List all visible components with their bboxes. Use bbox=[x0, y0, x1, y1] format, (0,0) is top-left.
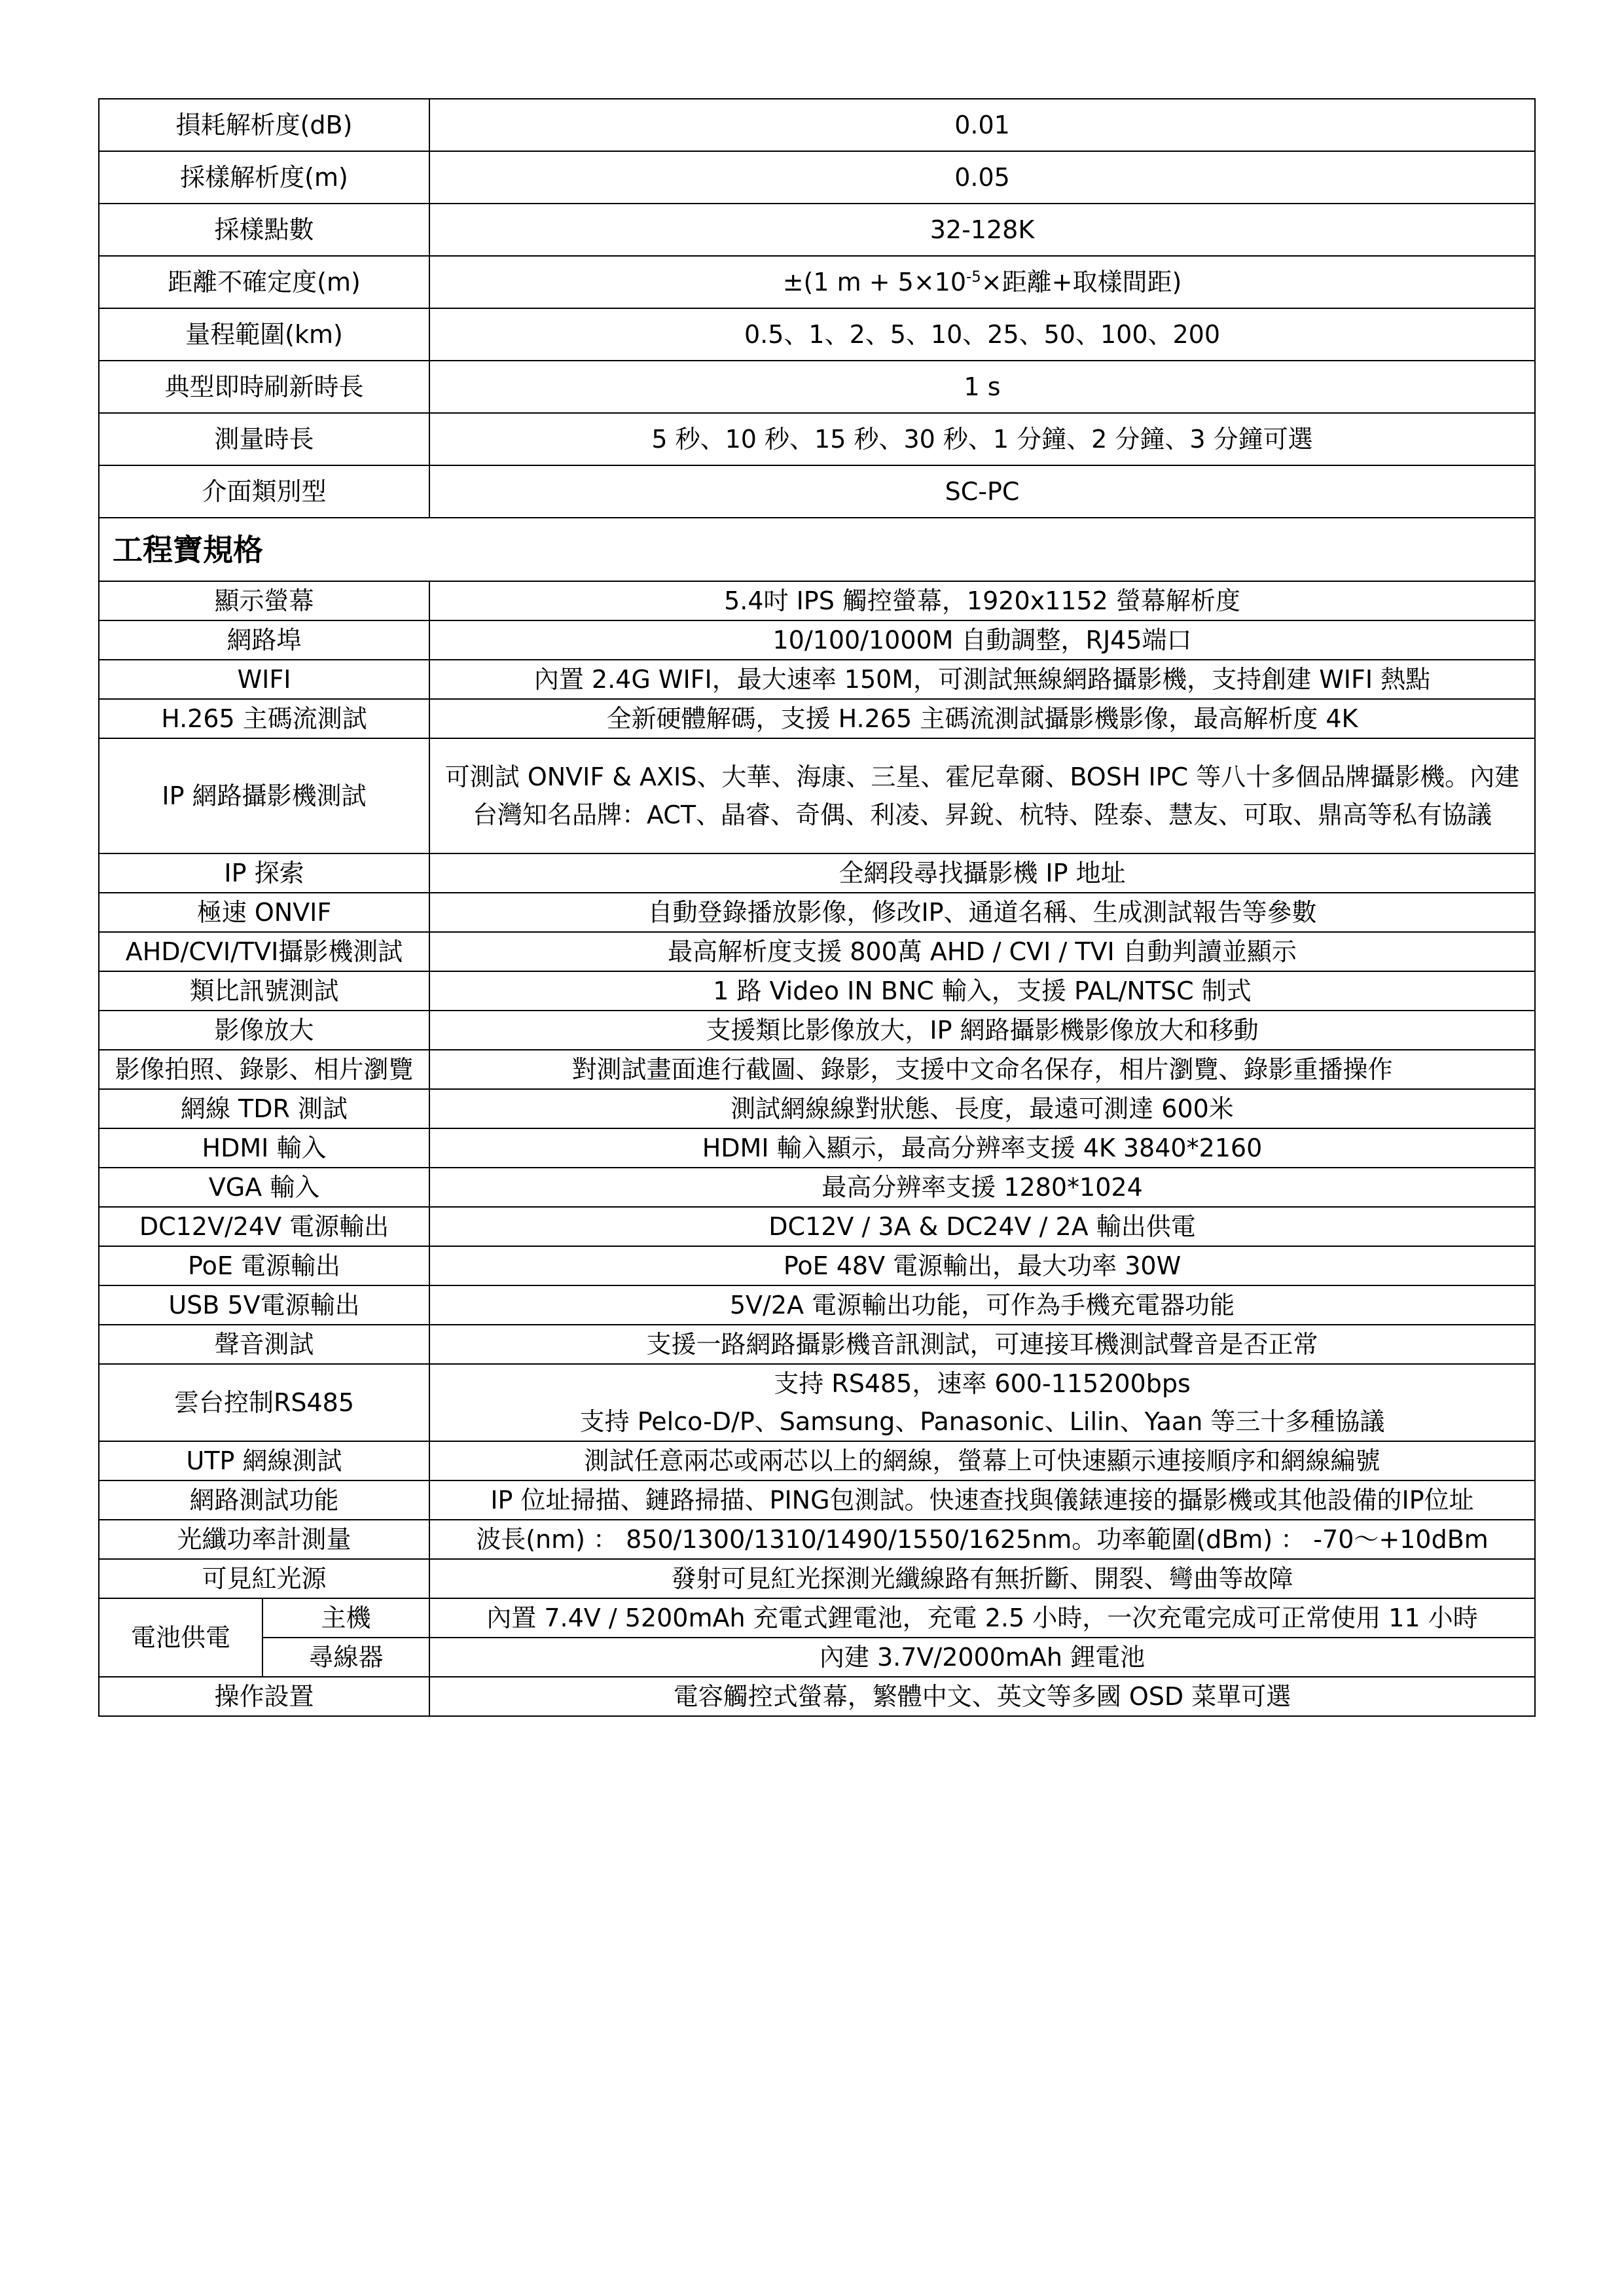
spec-label: 雲台控制RS485 bbox=[99, 1364, 429, 1441]
battery-finder-label: 尋線器 bbox=[262, 1638, 429, 1677]
spec-label: 影像放大 bbox=[99, 1011, 429, 1050]
table-row bbox=[99, 308, 1535, 361]
spec-value: PoE 48V 電源輸出，最大功率 30W bbox=[429, 1246, 1535, 1285]
table-row bbox=[99, 1598, 1535, 1638]
spec-label: H.265 主碼流測試 bbox=[99, 699, 429, 738]
spec-table bbox=[98, 98, 1536, 1717]
spec-value: 自動登錄播放影像，修改IP、通道名稱、生成測試報告等參數 bbox=[429, 893, 1535, 932]
spec-label: 顯示螢幕 bbox=[99, 581, 429, 620]
spec-value bbox=[429, 1364, 1535, 1441]
spec-label: IP 探索 bbox=[99, 853, 429, 893]
spec-value: 內置 2.4G WIFI，最大速率 150M，可測試無線網路攝影機，支持創建 WIFI 熱點 bbox=[429, 660, 1535, 699]
table-row bbox=[99, 1677, 1535, 1716]
spec-value: 5.4吋 IPS 觸控螢幕，1920x1152 螢幕解析度 bbox=[429, 581, 1535, 620]
table-row bbox=[99, 738, 1535, 853]
spec-value: 全新硬體解碼，支援 H.265 主碼流測試攝影機影像，最高解析度 4K bbox=[429, 699, 1535, 738]
spec-value bbox=[429, 256, 1535, 308]
spec-value: 電容觸控式螢幕，繁體中文、英文等多國 OSD 菜單可選 bbox=[429, 1677, 1535, 1716]
spec-label: DC12V/24V 電源輸出 bbox=[99, 1207, 429, 1246]
spec-value: HDMI 輸入顯示，最高分辨率支援 4K 3840*2160 bbox=[429, 1128, 1535, 1168]
spec-label: IP 網路攝影機測試 bbox=[99, 738, 429, 853]
spec-value: 測試網線線對狀態、長度，最遠可測達 600米 bbox=[429, 1089, 1535, 1128]
spec-value: 支援類比影像放大，IP 網路攝影機影像放大和移動 bbox=[429, 1011, 1535, 1050]
spec-value: 支援一路網路攝影機音訊測試，可連接耳機測試聲音是否正常 bbox=[429, 1325, 1535, 1364]
spec-label: 類比訊號測試 bbox=[99, 971, 429, 1011]
spec-value: IP 位址掃描、鏈路掃描、PING包測試。快速查找與儀錶連接的攝影機或其他設備的IP位址 bbox=[429, 1480, 1535, 1520]
table-row bbox=[99, 256, 1535, 308]
table-row bbox=[99, 699, 1535, 738]
table-row bbox=[99, 1559, 1535, 1598]
table-row bbox=[99, 1480, 1535, 1520]
spec-value: SC-PC bbox=[429, 465, 1535, 518]
table-row bbox=[99, 1285, 1535, 1325]
table-row bbox=[99, 1441, 1535, 1480]
table-row bbox=[99, 1246, 1535, 1285]
spec-label: 聲音測試 bbox=[99, 1325, 429, 1364]
spec-label: 距離不確定度(m) bbox=[99, 256, 429, 308]
spec-value: 可測試 ONVIF & AXIS、大華、海康、三星、霍尼韋爾、BOSH IPC 等八十多個品牌攝影機。內建台灣知名品牌：ACT、晶睿、奇偶、利凌、昇銳、杭特、陞泰、慧友、可取、鼎高等私有協議 bbox=[429, 738, 1535, 853]
battery-main-value: 內置 7.4V / 5200mAh 充電式鋰電池，充電 2.5 小時，一次充電完成可正常使用 11 小時 bbox=[429, 1598, 1535, 1638]
table-row bbox=[99, 620, 1535, 660]
spec-label: VGA 輸入 bbox=[99, 1168, 429, 1207]
spec-value: 5 秒、10 秒、15 秒、30 秒、1 分鐘、2 分鐘、3 分鐘可選 bbox=[429, 413, 1535, 465]
table-row bbox=[99, 853, 1535, 893]
spec-value: 對測試畫面進行截圖、錄影，支援中文命名保存，相片瀏覽、錄影重播操作 bbox=[429, 1050, 1535, 1089]
value-text: ×距離+取樣間距) bbox=[981, 268, 1182, 296]
spec-label: 採樣解析度(m) bbox=[99, 151, 429, 204]
spec-value: DC12V / 3A & DC24V / 2A 輸出供電 bbox=[429, 1207, 1535, 1246]
spec-label: USB 5V電源輸出 bbox=[99, 1285, 429, 1325]
table-row bbox=[99, 1011, 1535, 1050]
value-line: 支持 Pelco-D/P、Samsung、Panasonic、Lilin、Yaan 等三十多種協議 bbox=[579, 1407, 1385, 1436]
table-row bbox=[99, 413, 1535, 465]
spec-value: 0.05 bbox=[429, 151, 1535, 204]
spec-label: 光纖功率計測量 bbox=[99, 1520, 429, 1559]
spec-label: 測量時長 bbox=[99, 413, 429, 465]
exponent: -5 bbox=[966, 268, 981, 286]
spec-label: 網路測試功能 bbox=[99, 1480, 429, 1520]
spec-label: 操作設置 bbox=[99, 1677, 429, 1716]
spec-label: WIFI bbox=[99, 660, 429, 699]
spec-label: 網路埠 bbox=[99, 620, 429, 660]
spec-label: 網線 TDR 測試 bbox=[99, 1089, 429, 1128]
spec-value: 1 s bbox=[429, 361, 1535, 413]
spec-value: 最高解析度支援 800萬 AHD / CVI / TVI 自動判讀並顯示 bbox=[429, 932, 1535, 971]
table-row bbox=[99, 893, 1535, 932]
battery-label: 電池供電 bbox=[99, 1598, 262, 1677]
table-row bbox=[99, 99, 1535, 151]
table-row bbox=[99, 361, 1535, 413]
table-row bbox=[99, 465, 1535, 518]
spec-label: 影像拍照、錄影、相片瀏覽 bbox=[99, 1050, 429, 1089]
table-row bbox=[99, 1364, 1535, 1441]
table-row bbox=[99, 1207, 1535, 1246]
table-row bbox=[99, 932, 1535, 971]
table-row bbox=[99, 1325, 1535, 1364]
spec-value: 0.01 bbox=[429, 99, 1535, 151]
spec-label: HDMI 輸入 bbox=[99, 1128, 429, 1168]
spec-label: PoE 電源輸出 bbox=[99, 1246, 429, 1285]
spec-value: 32-128K bbox=[429, 204, 1535, 256]
spec-label: UTP 網線測試 bbox=[99, 1441, 429, 1480]
section-header-row bbox=[99, 518, 1535, 581]
spec-value: 1 路 Video IN BNC 輸入，支援 PAL/NTSC 制式 bbox=[429, 971, 1535, 1011]
spec-label: AHD/CVI/TVI攝影機測試 bbox=[99, 932, 429, 971]
spec-value: 最高分辨率支援 1280*1024 bbox=[429, 1168, 1535, 1207]
table-row bbox=[99, 204, 1535, 256]
spec-value: 10/100/1000M 自動調整，RJ45端口 bbox=[429, 620, 1535, 660]
battery-finder-value: 內建 3.7V/2000mAh 鋰電池 bbox=[429, 1638, 1535, 1677]
table-row bbox=[99, 660, 1535, 699]
spec-label: 典型即時刷新時長 bbox=[99, 361, 429, 413]
spec-label: 量程範圍(km) bbox=[99, 308, 429, 361]
value-line: 支持 RS485，速率 600-115200bps bbox=[774, 1369, 1191, 1398]
spec-label: 可見紅光源 bbox=[99, 1559, 429, 1598]
table-row bbox=[99, 1089, 1535, 1128]
table-row bbox=[99, 1638, 1535, 1677]
spec-label: 採樣點數 bbox=[99, 204, 429, 256]
table-row bbox=[99, 1168, 1535, 1207]
table-row bbox=[99, 581, 1535, 620]
spec-value: 測試任意兩芯或兩芯以上的網線，螢幕上可快速顯示連接順序和網線編號 bbox=[429, 1441, 1535, 1480]
section-title: 工程寶規格 bbox=[99, 518, 1535, 581]
spec-value: 全網段尋找攝影機 IP 地址 bbox=[429, 853, 1535, 893]
table-row bbox=[99, 1128, 1535, 1168]
table-row bbox=[99, 1520, 1535, 1559]
spec-value: 波長(nm) ： 850/1300/1310/1490/1550/1625nm。功率範圍(dBm) ： -70～+10dBm bbox=[429, 1520, 1535, 1559]
table-row bbox=[99, 971, 1535, 1011]
spec-label: 損耗解析度(dB) bbox=[99, 99, 429, 151]
table-row bbox=[99, 151, 1535, 204]
table-row bbox=[99, 1050, 1535, 1089]
spec-value: 5V/2A 電源輸出功能，可作為手機充電器功能 bbox=[429, 1285, 1535, 1325]
spec-value: 0.5、1、2、5、10、25、50、100、200 bbox=[429, 308, 1535, 361]
battery-main-label: 主機 bbox=[262, 1598, 429, 1638]
spec-label: 介面類別型 bbox=[99, 465, 429, 518]
spec-value: 發射可見紅光探測光纖線路有無折斷、開裂、彎曲等故障 bbox=[429, 1559, 1535, 1598]
value-text: ±(1 m + 5×10 bbox=[782, 268, 967, 296]
spec-label: 極速 ONVIF bbox=[99, 893, 429, 932]
